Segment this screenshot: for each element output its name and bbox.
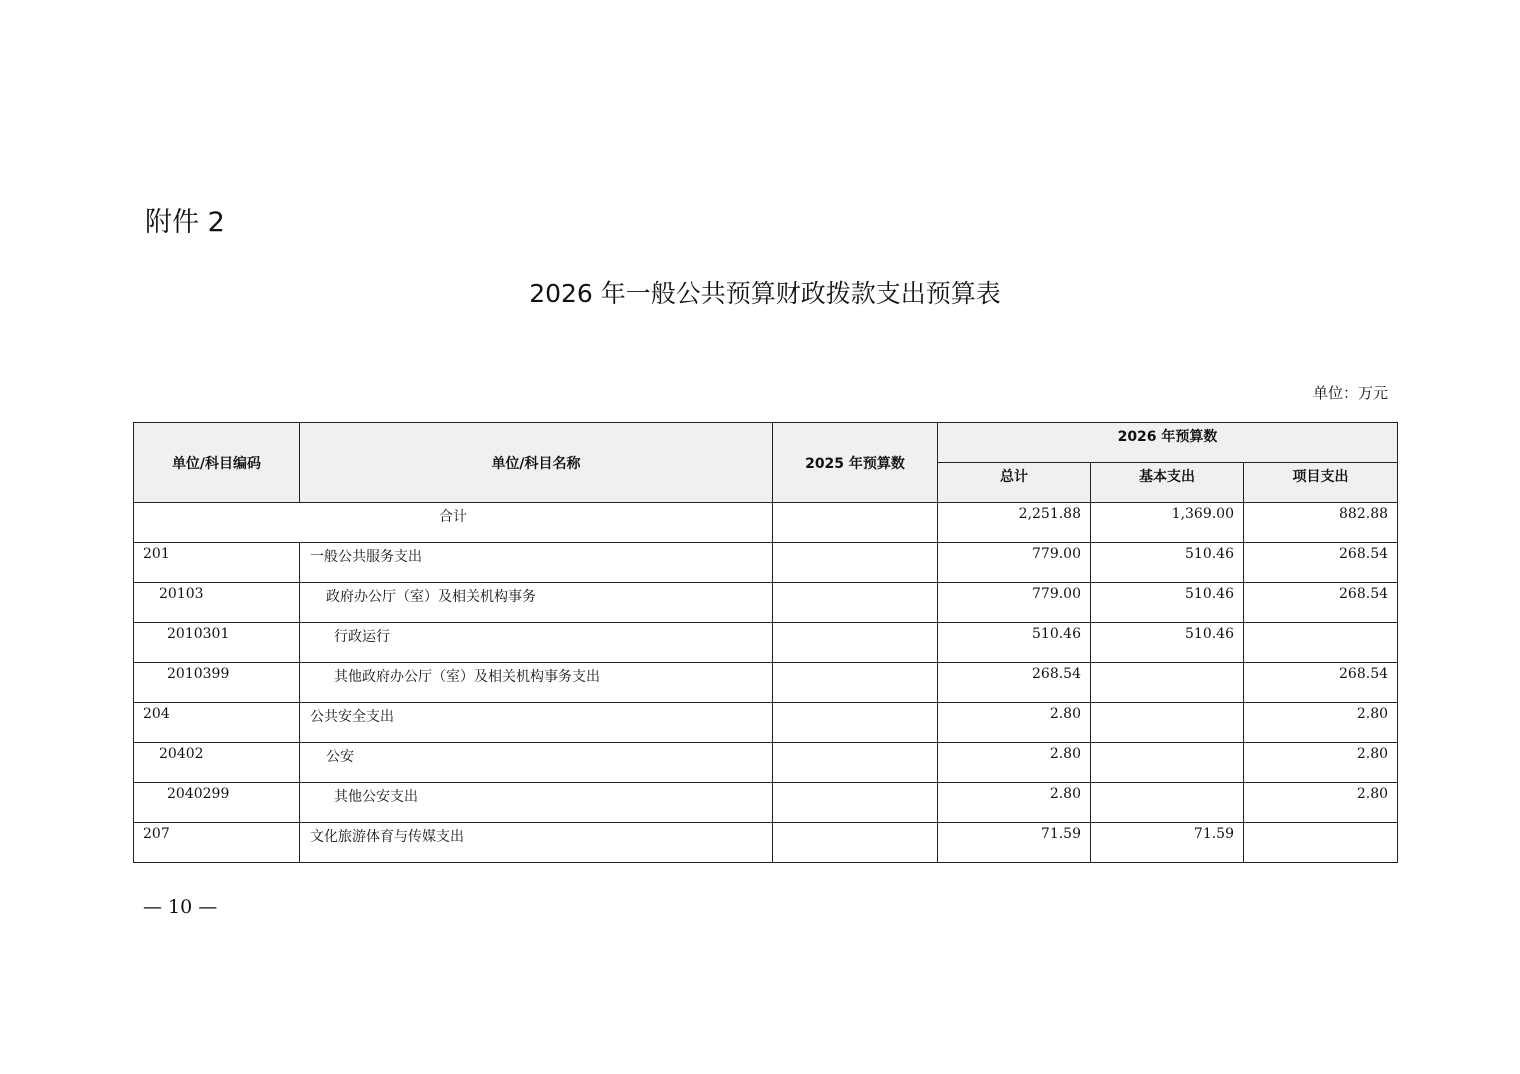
row-basic: 510.46	[1091, 623, 1244, 663]
row-total: 510.46	[938, 623, 1091, 663]
row-prev-budget	[773, 663, 938, 703]
row-code: 204	[134, 703, 300, 743]
row-total: 2.80	[938, 703, 1091, 743]
row-project: 268.54	[1244, 543, 1398, 583]
row-prev-budget	[773, 743, 938, 783]
row-code: 2010399	[134, 663, 300, 703]
row-prev-budget	[773, 583, 938, 623]
row-code: 20103	[134, 583, 300, 623]
row-prev-budget	[773, 783, 938, 823]
row-project	[1244, 823, 1398, 863]
row-total: 779.00	[938, 583, 1091, 623]
total-basic: 1,369.00	[1091, 503, 1244, 543]
row-project	[1244, 623, 1398, 663]
row-prev-budget	[773, 703, 938, 743]
row-basic	[1091, 663, 1244, 703]
header-prev-budget: 2025 年预算数	[773, 423, 938, 503]
row-code: 207	[134, 823, 300, 863]
row-code: 201	[134, 543, 300, 583]
row-name: 公共安全支出	[300, 703, 773, 743]
row-name: 文化旅游体育与传媒支出	[300, 823, 773, 863]
row-name: 一般公共服务支出	[300, 543, 773, 583]
table-row	[134, 623, 1398, 663]
row-project: 2.80	[1244, 743, 1398, 783]
row-total: 2.80	[938, 783, 1091, 823]
header-name: 单位/科目名称	[300, 423, 773, 503]
budget-table	[133, 422, 1398, 863]
row-project: 2.80	[1244, 783, 1398, 823]
row-name: 其他政府办公厅（室）及相关机构事务支出	[300, 663, 773, 703]
header-2026-group: 2026 年预算数	[938, 423, 1398, 463]
row-name: 行政运行	[300, 623, 773, 663]
header-basic: 基本支出	[1091, 463, 1244, 503]
row-project: 268.54	[1244, 663, 1398, 703]
row-project: 268.54	[1244, 583, 1398, 623]
total-sum: 2,251.88	[938, 503, 1091, 543]
header-code: 单位/科目编码	[134, 423, 300, 503]
row-name: 政府办公厅（室）及相关机构事务	[300, 583, 773, 623]
table-row	[134, 743, 1398, 783]
row-prev-budget	[773, 543, 938, 583]
attachment-label: 附件 2	[145, 207, 225, 238]
header-total: 总计	[938, 463, 1091, 503]
document-title: 2026 年一般公共预算财政拨款支出预算表	[529, 279, 1001, 308]
row-total: 268.54	[938, 663, 1091, 703]
header-project: 项目支出	[1244, 463, 1398, 503]
row-total: 779.00	[938, 543, 1091, 583]
total-row	[134, 503, 1398, 543]
table-row	[134, 543, 1398, 583]
row-project: 2.80	[1244, 703, 1398, 743]
row-basic	[1091, 783, 1244, 823]
row-basic: 510.46	[1091, 543, 1244, 583]
page-number: — 10 —	[143, 896, 218, 918]
row-basic: 71.59	[1091, 823, 1244, 863]
table-row	[134, 783, 1398, 823]
unit-note: 单位：万元	[1312, 384, 1388, 402]
table-row	[134, 663, 1398, 703]
table-row	[134, 823, 1398, 863]
row-basic: 510.46	[1091, 583, 1244, 623]
total-label: 合计	[134, 503, 773, 543]
header-row-top	[134, 423, 1398, 463]
total-prev-budget	[773, 503, 938, 543]
total-project: 882.88	[1244, 503, 1398, 543]
row-code: 2040299	[134, 783, 300, 823]
row-name: 其他公安支出	[300, 783, 773, 823]
row-total: 2.80	[938, 743, 1091, 783]
table-row	[134, 583, 1398, 623]
row-basic	[1091, 743, 1244, 783]
row-total: 71.59	[938, 823, 1091, 863]
row-name: 公安	[300, 743, 773, 783]
row-code: 2010301	[134, 623, 300, 663]
row-code: 20402	[134, 743, 300, 783]
row-prev-budget	[773, 623, 938, 663]
table-row	[134, 703, 1398, 743]
row-basic	[1091, 703, 1244, 743]
row-prev-budget	[773, 823, 938, 863]
